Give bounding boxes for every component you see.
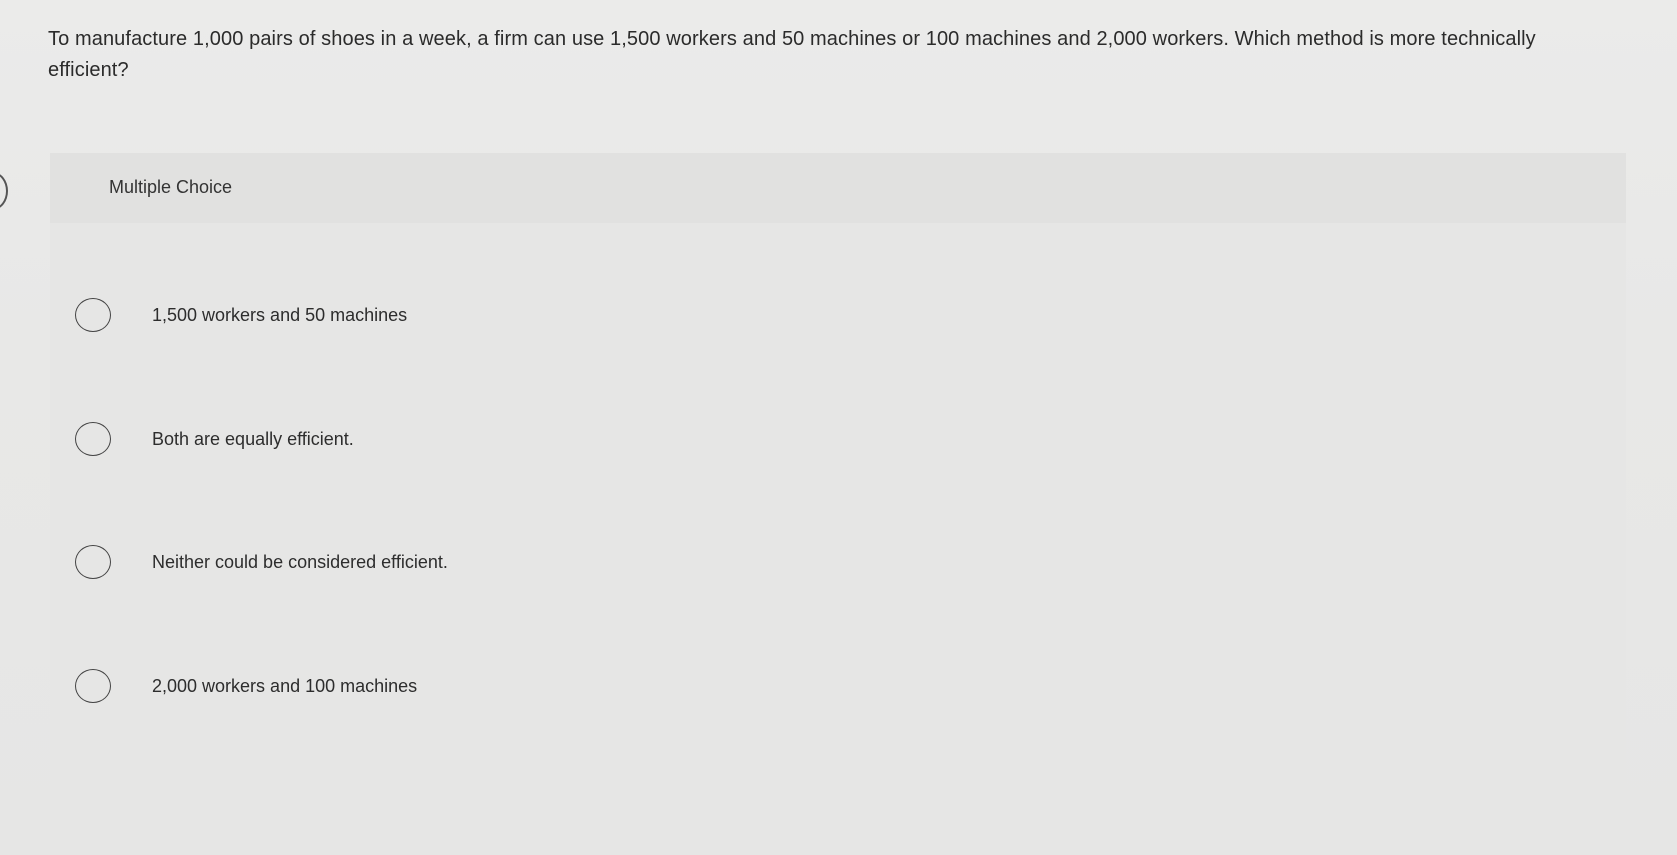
radio-button-icon[interactable] [75,545,111,579]
radio-button-icon[interactable] [75,298,111,332]
choice-option-label: Neither could be considered efficient. [152,552,448,572]
collapse-toggle-icon[interactable] [0,172,8,210]
radio-button-icon[interactable] [75,669,111,703]
multiple-choice-label: Multiple Choice [109,177,233,197]
choice-option-3[interactable] [75,544,975,584]
choice-option-label: 2,000 workers and 100 machines [152,676,418,696]
multiple-choice-header [50,153,1626,223]
choice-option-4[interactable] [75,668,975,708]
radio-button-icon[interactable] [75,422,111,456]
choice-option-1[interactable] [75,297,975,337]
question-text: To manufacture 1,000 pairs of shoes in a week, a firm can use 1,500 workers and 50 machines or 100 machines and 2,000 workers. Which method is more technically efficient? [48,28,1536,81]
choice-option-label: Both are equally efficient. [152,429,354,449]
choice-option-2[interactable] [75,421,975,461]
multiple-choice-panel [50,153,1626,813]
choice-option-label: 1,500 workers and 50 machines [152,305,408,325]
